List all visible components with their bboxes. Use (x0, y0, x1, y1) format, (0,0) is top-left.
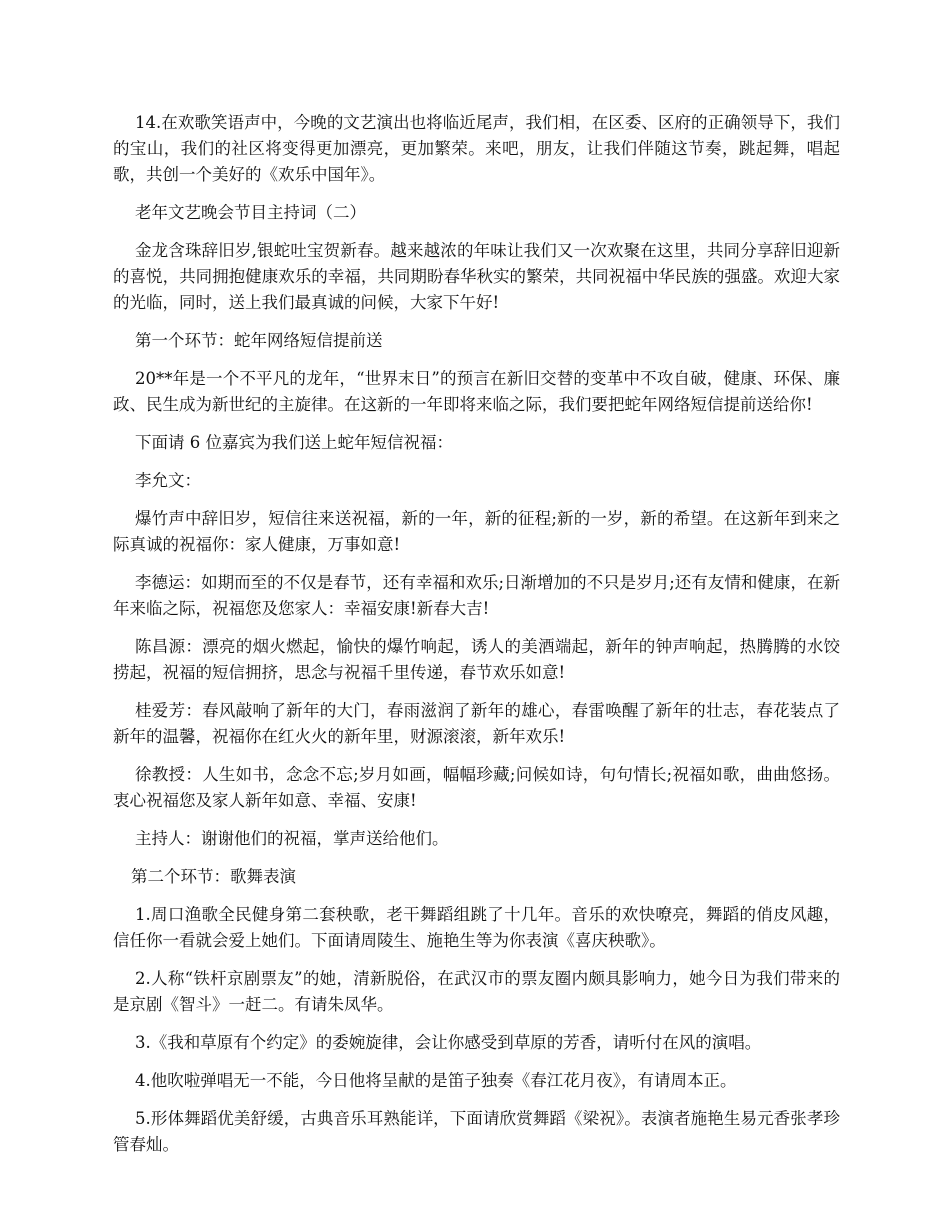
paragraph-chen-changyuan-wish: 陈昌源：漂亮的烟火燃起，愉快的爆竹响起，诱人的美酒端起，新年的钟声响起，热腾腾的水饺捞起，祝福的短信拥挤，思念与祝福千里传递，春节欢乐如意! (113, 637, 840, 682)
paragraph-closing-remarks: 14.在欢歌笑语声中，今晚的文艺演出也将临近尾声，我们相，在区委、区府的正确领导下，我们的宝山，我们的社区将变得更加漂亮，更加繁荣。来吧，朋友，让我们伴随这节奏，跳起舞，唱起歌，共创一个美好的《欢乐中国年》。 (113, 113, 840, 184)
section-title: 老年文艺晚会节目主持词（二） (135, 203, 366, 222)
segment-two-heading: 第二个环节：歌舞表演 (131, 867, 296, 886)
paragraph-professor-xu-wish: 徐教授：人生如书，念念不忘;岁月如画，幅幅珍藏;问候如诗，句句情长;祝福如歌，曲曲悠扬。衷心祝福您及家人新年如意、幸福、安康! (113, 765, 840, 810)
program-item-4: 4.他吹啦弹唱无一不能，今日他将呈献的是笛子独奏《春江花月夜》，有请周本正。 (135, 1071, 737, 1090)
paragraph-guest-intro: 下面请 6 位嘉宾为我们送上蛇年短信祝福： (135, 433, 453, 452)
segment-one-heading: 第一个环节：蛇年网络短信提前送 (135, 331, 383, 350)
speaker-li-yunwen: 李允文： (135, 471, 201, 490)
program-item-3: 3.《我和草原有个约定》的委婉旋律，会让你感受到草原的芳香，请听付在风的演唱。 (135, 1033, 762, 1052)
paragraph-host-thanks: 主持人：谢谢他们的祝福，掌声送给他们。 (135, 829, 449, 848)
paragraph-dragon-year: 20**年是一个不平凡的龙年，“世界末日”的预言在新旧交替的变革中不攻自破，健康、环保、廉政、民生成为新世纪的主旋律。在这新的一年即将来临之际，我们要把蛇年网络短信提前送给你! (113, 369, 840, 414)
paragraph-opening: 金龙含珠辞旧岁,银蛇吐宝贺新春。越来越浓的年味让我们又一次欢聚在这里，共同分享辞旧迎新的喜悦，共同拥抱健康欢乐的幸福，共同期盼春华秋实的繁荣，共同祝福中华民族的强盛。欢迎大家的光临，同时，送上我们最真诚的问候，大家下午好! (113, 241, 840, 312)
paragraph-li-yunwen-wish: 爆竹声中辞旧岁，短信往来送祝福，新的一年，新的征程;新的一岁，新的希望。在这新年到来之际真诚的祝福你：家人健康，万事如意! (113, 509, 840, 554)
paragraph-gui-aifang-wish: 桂爱芳：春风敲响了新年的大门，春雨滋润了新年的雄心，春雷唤醒了新年的壮志，春花装点了新年的温馨，祝福你在红火火的新年里，财源滚滚，新年欢乐! (113, 701, 840, 746)
program-item-2: 2.人称“铁杆京剧票友”的她，清新脱俗，在武汉市的票友圈内颇具影响力，她今日为我们带来的是京剧《智斗》一赶二。有请朱凤华。 (113, 969, 840, 1014)
program-item-5: 5.形体舞蹈优美舒缓，古典音乐耳熟能详，下面请欣赏舞蹈《梁祝》。表演者施艳生易元香张孝珍管春灿。 (113, 1109, 840, 1154)
program-item-1: 1.周口渔歌全民健身第二套秧歌，老干舞蹈组跳了十几年。音乐的欢快嘹亮，舞蹈的俏皮风趣，信任你一看就会爱上她们。下面请周陵生、施艳生等为你表演《喜庆秧歌》。 (113, 905, 840, 950)
paragraph-li-deyun-wish: 李德运：如期而至的不仅是春节，还有幸福和欢乐;日渐增加的不只是岁月;还有友情和健康，在新年来临之际，祝福您及您家人：幸福安康!新春大吉! (113, 573, 840, 618)
